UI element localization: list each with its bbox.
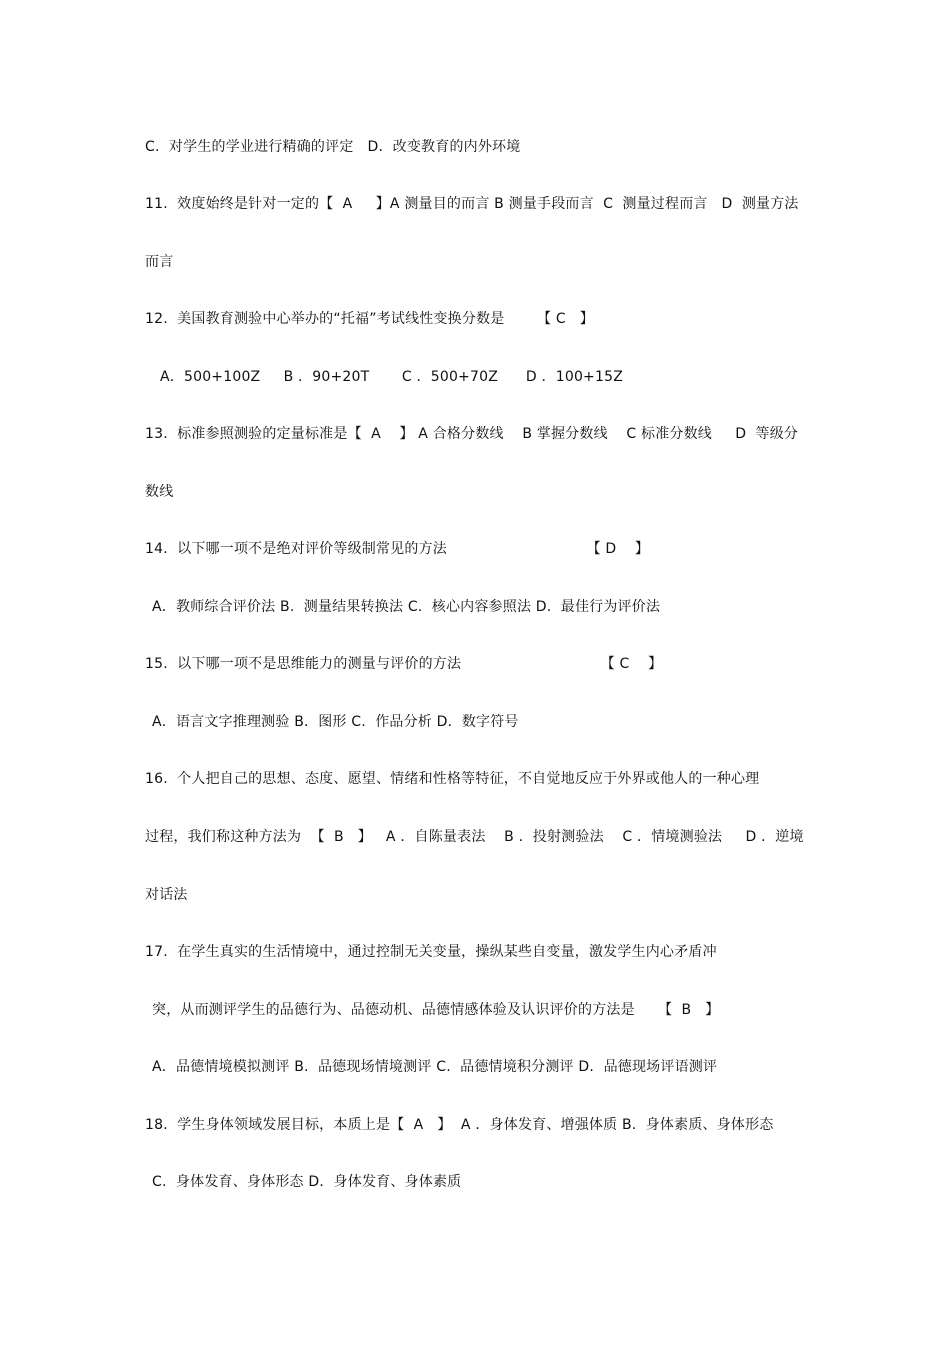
question-17-continued: 突，从而测评学生的品德行为、品德动机、品德情感体验及认识评价的方法是 【 B 】	[152, 1002, 720, 1018]
question-16-continued: 过程，我们称这种方法为 【 B 】 A ．自陈量表法 B ．投射测验法 C ．情境测验法 D ．逆境	[145, 829, 804, 845]
question-18: 18. 学生身体领域发展目标，本质上是【 A 】 A ．身体发育、增强体质 B. 身体素质、身体形态	[145, 1117, 774, 1133]
question-12: 12. 美国教育测验中心举办的“托福”考试线性变换分数是 【 C 】	[145, 311, 594, 327]
question-16-continued-2: 对话法	[145, 887, 188, 903]
question-17-options: A．品德情境模拟测评 B. 品德现场情境测评 C. 品德情境积分测评 D．品德现场评语测评	[152, 1059, 718, 1075]
question-15: 15. 以下哪一项不是思维能力的测量与评价的方法 【 C 】	[145, 656, 663, 672]
question-14-options: A．教师综合评价法 B. 测量结果转换法 C. 核心内容参照法 D. 最佳行为评价法	[152, 599, 661, 615]
question-16: 16. 个人把自己的思想、态度、愿望、情绪和性格等特征，不自觉地反应于外界或他人的一种心理	[145, 771, 760, 787]
question-18-options: C. 身体发育、身体形态 D．身体发育、身体素质	[152, 1174, 462, 1190]
question-15-options: A．语言文字推理测验 B．图形 C. 作品分析 D．数字符号	[152, 714, 519, 730]
question-13-continued: 数线	[145, 484, 174, 500]
question-11: 11. 效度始终是针对一定的【 A 】A 测量目的而言 B 测量手段而言 C 测量过程而言 D 测量方法	[145, 196, 799, 212]
question-11-continued: 而言	[145, 254, 174, 270]
question-17: 17. 在学生真实的生活情境中，通过控制无关变量，操纵某些自变量，激发学生内心矛盾冲	[145, 944, 717, 960]
text-line-option-c-d: C. 对学生的学业进行精确的评定 D．改变教育的内外环境	[145, 139, 521, 155]
question-14: 14. 以下哪一项不是绝对评价等级制常见的方法 【 D 】	[145, 541, 650, 557]
question-12-options: A．500+100Z B ．90+20T C ．500+70Z D ．100+15Z	[160, 369, 623, 385]
question-13: 13. 标准参照测验的定量标准是【 A 】 A 合格分数线 B 掌握分数线 C 标准分数线 D 等级分	[145, 426, 799, 442]
